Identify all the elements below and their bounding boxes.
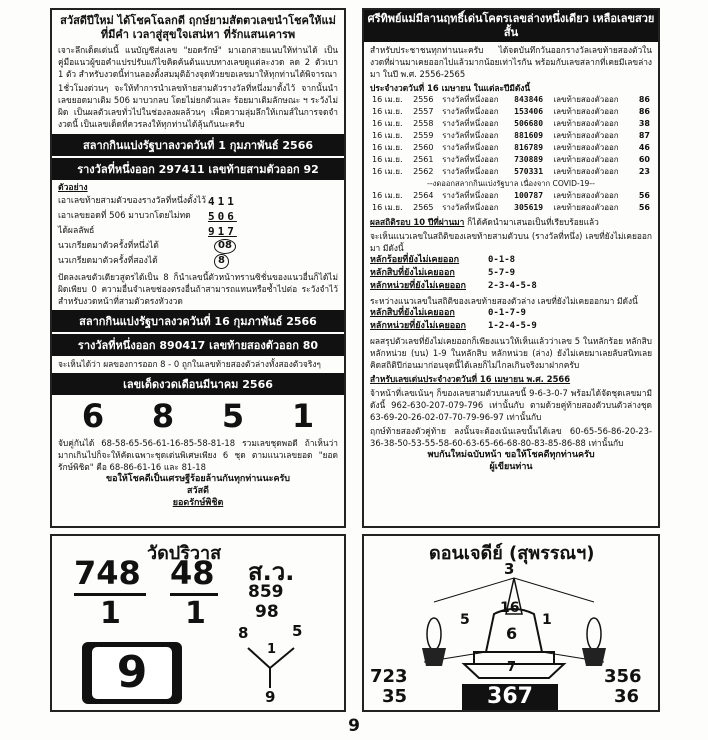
left-bar-3: สลากกินแบ่งรัฐบาลงวดวันที่ 16 กุมภาพันธ์ 2566 — [52, 310, 344, 332]
left-article — [50, 8, 346, 528]
digit-value: 1-2-4-5-9 — [488, 321, 537, 331]
table-note-row — [370, 178, 652, 190]
digit-label: หลักหน่วยที่ยังไม่เคยออก — [370, 321, 466, 331]
calc-row — [58, 239, 338, 254]
y-number-b: 5 — [292, 622, 303, 640]
row-two-digit: 38 — [638, 119, 650, 128]
row-label-2: เลขท้ายสองตัวออก — [553, 143, 619, 152]
calc-value: 411 — [208, 195, 237, 208]
right-intro-lead: ประจำงวดวันที่ 16 เมษายน ในแต่ละปีมีดังนี้ — [370, 83, 531, 93]
temple-box-left — [50, 534, 346, 712]
covid-note: --งดออกสลากกินแบ่งรัฐบาล เนื่องจาก COVID-19-- — [427, 179, 595, 188]
lucky-digit: 1 — [291, 397, 315, 435]
row-year: 2559 — [413, 131, 434, 140]
table-row — [370, 106, 652, 118]
digit-label: หลักหน่วยที่ยังไม่เคยออก — [370, 281, 466, 291]
row-date: 16 เม.ย. — [372, 155, 403, 164]
page-number: 9 — [348, 716, 360, 736]
big-number-badge — [82, 642, 182, 704]
row-label: รางวัลที่หนึ่งออก — [442, 131, 499, 140]
row-number: 305619 — [514, 203, 544, 212]
row-label-2: เลขท้ายสองตัวออก — [553, 155, 619, 164]
right-para-end-3: จ้าหน้าที่เลขเน้นๆ ก็ของเลขสามตัวบนเลขนี้ 9-6-3-0-7 พร้อมได้จัดชุดเลขมามีดังนี้ 962-630-207-079-796 เท่านั้นกับ ตามด้วยคู่ท้ายสองตัวบนตัวล่างชุด 63-69-20-26-02-07-70-79-96-97 เท่านั้นกับ — [370, 388, 652, 422]
calc-label: เอาเลขท้ายสามตัวของรางวัลที่หนึ่งตั้งไว้ — [58, 196, 206, 206]
table-row — [370, 94, 652, 106]
badge-inner — [92, 647, 172, 699]
round-2-label: นวเกรียดมาตัวครั้งที่สองได้ — [58, 256, 158, 266]
row-number: 153406 — [514, 107, 544, 116]
row-year: 2562 — [413, 167, 434, 176]
row-label-2: เลขท้ายสองตัวออก — [553, 167, 619, 176]
row-two-digit: 86 — [638, 95, 650, 104]
digit-row — [370, 320, 652, 333]
row-date: 16 เม.ย. — [372, 143, 403, 152]
round-1-value: 08 — [214, 239, 236, 254]
stats-table — [370, 94, 652, 214]
left-closing-1: ขอให้โชคดีเป็นเศรษฐีร้อยล้านกันทุกท่านนะครับ — [105, 474, 291, 484]
number-48: 48 — [170, 554, 215, 592]
row-label: รางวัลที่หนึ่งออก — [442, 191, 499, 200]
left-bar-5: เลขเด็ดงวดเดือนมีนาคม 2566 — [52, 373, 344, 395]
calc-value: 506 — [208, 210, 237, 223]
calc-label: ได้ผลลัพธ์ — [58, 226, 95, 236]
row-number: 843846 — [514, 95, 544, 104]
calc-value: 917 — [208, 225, 237, 238]
right-article-title: ศรีทิพย์แม่มีลานฤทธิ์เด่นโคตรเลขล่างหนึ่งเดียว เหลือเลขสวยสั้น — [364, 10, 658, 42]
y-number-c: 1 — [267, 642, 277, 657]
sv-label: ส.ว. — [248, 558, 295, 586]
table-row — [370, 154, 652, 166]
row-label: รางวัลที่หนึ่งออก — [442, 155, 499, 164]
digit-row — [370, 280, 652, 293]
calc-row — [58, 209, 338, 224]
row-date: 16 เม.ย. — [372, 119, 403, 128]
row-two-digit: 46 — [638, 143, 650, 152]
row-number: 881609 — [514, 131, 544, 140]
summary-c: จะเห็นแนวเลขในสถิติของเลขท้ายสามตัวบน (รางวัลที่หนึ่ง) เลขที่ยังไม่เคยออกมา มีดังนี้ — [370, 231, 652, 253]
calc-row — [58, 254, 338, 269]
row-number: 816789 — [514, 143, 544, 152]
temple-title: ดอนเจดีย์ (สุพรรณฯ) — [429, 543, 595, 564]
row-date: 16 เม.ย. — [372, 203, 403, 212]
row-two-digit: 56 — [638, 203, 650, 212]
row-label-2: เลขท้ายสองตัวออก — [553, 203, 619, 212]
sv-number-2: 98 — [255, 602, 279, 622]
right-para-end: ผลสรุปตัวเลขที่ยังไม่เคยออกก็เพียงแนวให้เห็นแล้วว่าเลข 5 ในหลักร้อย หลักสิบ หลักหน่วย (บน) 1-9 ในหลักสิบ หลักหน่วย (ล่าง) ยังไม่เคยมาเลยลับสนิทเลยคิดสถิติปีก่อนมาก่อนจุดนี้ได้เลยก็ไม่ไกลเกินจริงมาฝากครับ — [370, 336, 652, 370]
table-row — [370, 202, 652, 214]
y-number-d: 9 — [265, 688, 276, 706]
right-para-end-4: ฤกษ์ท้ายสองตัวคู่ท้าย ลงนั้นจะต้องเน้นเลขนั้นได้เลข 60-65-56-86-20-23-36-38-50-53-55-58-60-63-65-66-68-80-83-85-86-88 เท่านั้นกับ — [370, 426, 652, 448]
pagoda-number-right: 1 — [542, 612, 552, 628]
lucky-digit: 6 — [81, 397, 105, 435]
row-date: 16 เม.ย. — [372, 131, 403, 140]
left-para-2: ปัดลงเลขตัวเดียวสูตรได้เป็น 8 ก็นำเลขนี้ตัวหน้าทรานซิชั่นของแนวอื่นก็ได้ไม่ผิดเพียบ 0 ความอื่นจำเลขช่องตรงอื่นถ้าสามารถแทนหรือซ้ำไปต่อ ระวังจำไว้ สำหรับงวดหน้าที่สามตัวตรงหัวงวด — [58, 272, 338, 306]
row-label: รางวัลที่หนึ่งออก — [442, 203, 499, 212]
left-article-title: สวัสดีปีใหม่ ได้โชคโฉลกดี ฤกษ์ยามสัตตวเลขนำโชคให้แม่ที่มีคำ เวลาสู่สุขใจเสน่หา ที่รักแสนเคารพ — [60, 14, 336, 41]
right-article — [362, 8, 660, 528]
row-two-digit: 87 — [638, 131, 650, 140]
row-year: 2561 — [413, 155, 434, 164]
temple-box-right — [362, 534, 660, 712]
pagoda-center-number: 6 — [506, 624, 518, 643]
summary-a: ผลสถิติรอบ 10 ปีที่ผ่านมา — [370, 217, 465, 227]
digit-row — [370, 307, 652, 320]
lucky-digit: 5 — [221, 397, 245, 435]
left-number-2: 35 — [382, 686, 408, 707]
table-row — [370, 118, 652, 130]
row-date: 16 เม.ย. — [372, 107, 403, 116]
row-date: 16 เม.ย. — [372, 191, 403, 200]
pagoda-number-top: 16 — [500, 600, 520, 616]
left-intro-2: 1ชั่วโมงด่วนๆ จะให้ทำการนำเลขท้ายสามตัวรางวัลที่หนึ่งมาตั้งไว้ จากนั้นนำเลขยอดมาเติม 506 มาบวกลบ โดยไม่ยกตัวและ ร้อยมาเติมลักษณะ ฯ ระวังไม่ผิด เป็นผลตัวเลขทั่วไปในช่องลงผลล้วนๆ เพื่อความลุ่มลึกให้เกมส์ในการจดจำงวดนี้ เป็นเลขเด็ดที่ควรลงให้ทุกท่านได้ลุ้นกันนะครับ — [58, 83, 338, 129]
digit-value: 5-7-9 — [488, 268, 516, 278]
row-label-2: เลขท้ายสองตัวออก — [553, 131, 619, 140]
row-number: 100787 — [514, 191, 544, 200]
pagoda-base-number: 7 — [507, 660, 517, 675]
lucky-digits — [58, 397, 338, 435]
row-number: 570331 — [514, 167, 544, 176]
digit-value: 0-1-8 — [488, 255, 516, 265]
row-number: 730889 — [514, 155, 544, 164]
right-sign: ผู้เขียนท่าน — [489, 462, 533, 472]
digit-label: หลักสิบที่ยังไม่เคยออก — [370, 308, 455, 318]
row-label: รางวัลที่หนึ่งออก — [442, 95, 499, 104]
row-year: 2557 — [413, 107, 434, 116]
row-label: รางวัลที่หนึ่งออก — [442, 143, 499, 152]
lucky-digit: 8 — [151, 397, 175, 435]
digit-value: 2-3-4-5-8 — [488, 281, 537, 291]
left-intro: เจาะลึกเด็ดเด่นนี้ แนบัญชีส่งเลข "ยอดรักษ์" มาเอกสายแนบให้ท่านได้ เป็นคู่มือแนวผู้ขอคำแปรปรับแก้ไขคิดค้นต้นแบบทางเลขดูแต่ละงวด ลด 2 ตัวเบา 1 ตัว สำหรับงวดนี้ท่านลองตั้งสมมุติอ้างจุดหัวยขอเลขมาให้ทุกท่านได้พิจารณา — [58, 45, 338, 79]
row-two-digit: 56 — [638, 191, 650, 200]
mid-text: ระหว่างแนวเลขในสถิติของเลขท้ายสองตัวล่าง เลขที่ยังไม่เคยออกมา มีดังนี้ — [370, 296, 638, 306]
row-label-2: เลขท้ายสองตัวออก — [553, 95, 619, 104]
digit-row — [370, 254, 652, 267]
y-lines — [242, 640, 302, 690]
right-number-1: 356 — [604, 666, 642, 687]
row-label: รางวัลที่หนึ่งออก — [442, 107, 499, 116]
summary-b: ก็ได้คัดนำมาเสนอเป็นที่เรียบร้อยแล้ว — [467, 217, 599, 227]
right-closing: พบกันใหม่ฉบับหน้า ขอให้โชคดีทุกท่านครับ — [427, 450, 595, 460]
number-1: 1 — [185, 596, 206, 631]
row-label-2: เลขท้ายสองตัวออก — [553, 107, 619, 116]
left-closing-2: สวัสดี — [187, 486, 209, 496]
right-para-end-2: สำหรับเลขเด่นประจำงวดวันที่ 16 เมษายน พ.ศ. 2566 — [370, 374, 571, 384]
number-748: 748 — [74, 554, 141, 592]
row-year: 2565 — [413, 203, 434, 212]
table-row — [370, 190, 652, 202]
y-number-a: 8 — [238, 624, 249, 642]
number-1: 1 — [100, 596, 121, 631]
calc-row — [58, 194, 338, 209]
row-year: 2564 — [413, 191, 434, 200]
summary — [370, 216, 652, 228]
right-intro: สำหรับประชาชนทุกท่านนะครับ ได้จดบันทึกวันออกรางวัลเลขท้ายสองตัวในงวดที่ผ่านมาเคยออกไปแล้วมากน้อยเท่าไรกัน พร้อมกับเลขสลากที่เคยมีเลขล่างมา ในปี พ.ศ. 2556-2565 — [370, 45, 652, 79]
big-number: 9 — [116, 647, 148, 698]
center-highlight-number: 367 — [462, 684, 558, 710]
example-label: ตัวอย่าง — [58, 183, 88, 193]
row-date: 16 เม.ย. — [372, 95, 403, 104]
row-two-digit: 23 — [638, 167, 650, 176]
left-bar-2: รางวัลที่หนึ่งออก 297411 เลขท้ายสามตัวออก 92 — [52, 158, 344, 180]
row-year: 2558 — [413, 119, 434, 128]
table-row — [370, 142, 652, 154]
sv-number-1: 859 — [248, 582, 284, 602]
row-label-2: เลขท้ายสองตัวออก — [553, 119, 619, 128]
left-signature: ยอดรักษ์พิชิต — [172, 498, 224, 508]
row-date: 16 เม.ย. — [372, 167, 403, 176]
pagoda-top-number: 3 — [504, 560, 515, 578]
digit-row — [370, 267, 652, 280]
calc-row — [58, 224, 338, 239]
round-2-value: 8 — [214, 254, 229, 269]
digit-label: หลักร้อยที่ยังไม่เคยออก — [370, 255, 460, 265]
digit-label: หลักสิบที่ยังไม่เคยออก — [370, 268, 455, 278]
row-two-digit: 60 — [638, 155, 650, 164]
temple-title: วัดปริวาส — [147, 543, 222, 564]
row-label: รางวัลที่หนึ่งออก — [442, 119, 499, 128]
digit-value: 0-1-7-9 — [488, 308, 526, 318]
right-number-2: 36 — [614, 686, 640, 707]
round-1-label: นวเกรียดมาตัวครั้งที่หนึ่งได้ — [58, 241, 159, 251]
row-label-2: เลขท้ายสองตัวออก — [553, 191, 619, 200]
row-year: 2556 — [413, 95, 434, 104]
table-row — [370, 130, 652, 142]
row-label: รางวัลที่หนึ่งออก — [442, 167, 499, 176]
table-row — [370, 166, 652, 178]
left-bar-4: รางวัลที่หนึ่งออก 890417 เลขท้ายสองตัวออก 80 — [52, 334, 344, 356]
left-number-1: 723 — [370, 666, 408, 687]
row-year: 2560 — [413, 143, 434, 152]
row-two-digit: 86 — [638, 107, 650, 116]
row-number: 506680 — [514, 119, 544, 128]
pagoda-number-left: 5 — [460, 612, 470, 628]
calc-label: เอาเลขยอดที่ 506 มาบวกโดยไม่ทด — [58, 211, 191, 221]
left-para-4: จับคู่กันได้ 68-58-65-56-61-16-85-58-81-18 รวมเลขชุดพอดี ถ้าเห็นว่ามากเกินไปก็จะให้คัดเฉพาะชุดเด่นพิเศษเพียง 6 ชุด ตามแนวเลขยอด "ยอดรักษ์พิชิต" คือ 68-86-61-16 และ 81-18 — [58, 438, 338, 472]
left-para-3: จะเห็นได้ว่า ผลของการออก 8 - 0 ถูกในเลขท้ายสองตัวล่างทั้งสองตัวจริงๆ — [58, 359, 321, 369]
left-bar-1: สลากกินแบ่งรัฐบาลงวดวันที่ 1 กุมภาพันธ์ 2566 — [52, 134, 344, 156]
